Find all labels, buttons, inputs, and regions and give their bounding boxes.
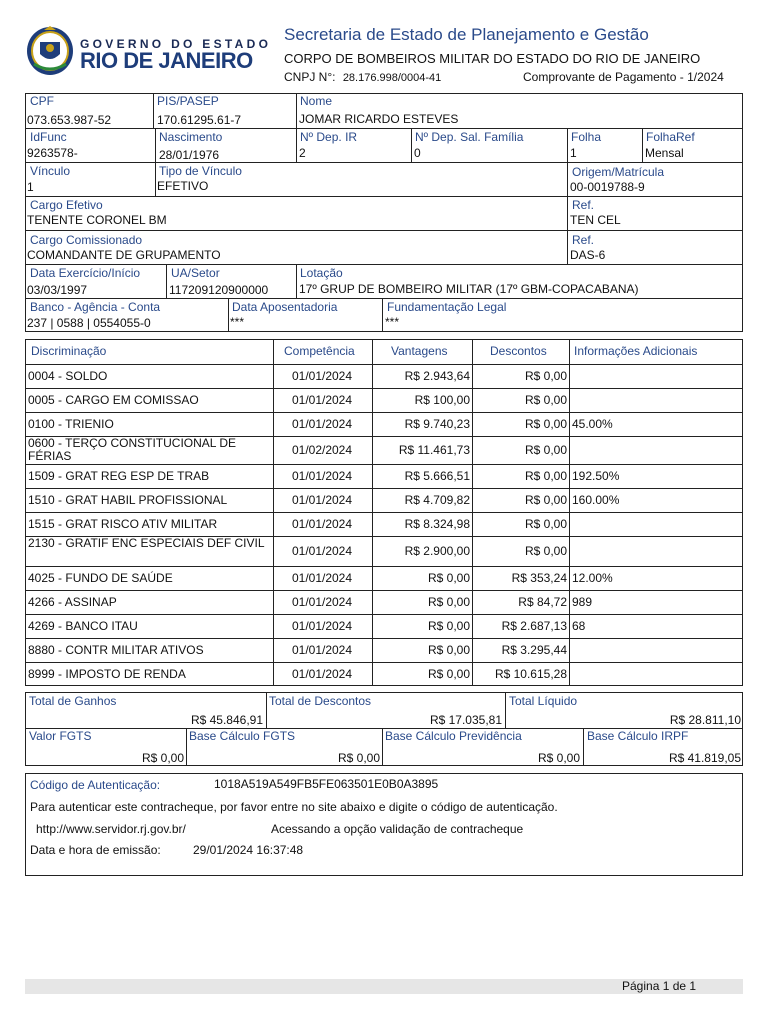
valor-fgts-value: R$ 0,00	[141, 751, 184, 765]
competencia-cell: 01/01/2024	[291, 643, 353, 657]
discriminacao-cell: 0600 - TERÇO CONSTITUCIONAL DE FÉRIAS	[28, 437, 237, 463]
competencia-cell: 01/01/2024	[291, 417, 353, 431]
tipo-vinculo-value: EFETIVO	[157, 179, 209, 193]
fundamentacao-value: ***	[385, 315, 400, 329]
idfunc-label: IdFunc	[30, 130, 67, 144]
cpf-value: 073.653.987-52	[27, 113, 112, 127]
vantagens-cell: R$ 8.324,98	[404, 517, 470, 531]
dep-ir-value: 2	[299, 146, 306, 160]
competencia-cell: 01/01/2024	[291, 667, 353, 681]
secretaria-title: Secretaria de Estado de Planejamento e Gestão	[284, 25, 649, 44]
info-adicional-cell: 12.00%	[572, 571, 613, 585]
descontos-cell: R$ 0,00	[524, 517, 567, 531]
lotacao-value: 17º GRUP DE BOMBEIRO MILITAR (17º GBM-COPACABANA)	[299, 282, 639, 296]
dep-sal-familia-value: 0	[414, 146, 421, 160]
discriminacao-cell: 0100 - TRIENIO	[28, 417, 114, 431]
cargo-efetivo-label: Cargo Efetivo	[30, 198, 103, 212]
banco-label: Banco - Agência - Conta	[30, 300, 161, 314]
descontos-cell: R$ 353,24	[511, 571, 567, 585]
auth-instructions: Para autenticar este contracheque, por favor entre no site abaixo e digite o código de autenticação.	[30, 800, 558, 814]
valor-fgts-label: Valor FGTS	[29, 729, 92, 743]
nome-value: JOMAR RICARDO ESTEVES	[299, 112, 459, 126]
vantagens-cell: R$ 0,00	[427, 619, 470, 633]
cargo-efetivo-value: TENENTE CORONEL BM	[27, 213, 167, 227]
vantagens-cell: R$ 0,00	[427, 571, 470, 585]
auth-code-value: 1018A519A549FB5FE063501E0B0A3895	[214, 777, 439, 791]
descontos-cell: R$ 0,00	[524, 393, 567, 407]
discriminacao-cell: 8880 - CONTR MILITAR ATIVOS	[28, 643, 204, 657]
base-irpf-label: Base Cálculo IRPF	[587, 729, 689, 743]
total-liquido-label: Total Líquido	[509, 694, 578, 708]
lotacao-label: Lotação	[300, 266, 343, 280]
data-aposentadoria-label: Data Aposentadoria	[232, 300, 338, 314]
banco-value: 237 | 0588 | 0554055-0	[27, 316, 151, 330]
auth-url[interactable]: http://www.servidor.rj.gov.br/	[36, 822, 186, 836]
header-competencia: Competência	[284, 344, 355, 358]
vinculo-value: 1	[27, 180, 34, 194]
descontos-cell: R$ 0,00	[524, 469, 567, 483]
header-descontos: Descontos	[490, 344, 547, 358]
discriminacao-cell: 0005 - CARGO EM COMISSAO	[28, 393, 199, 407]
total-descontos-label: Total de Descontos	[269, 694, 372, 708]
discriminacao-cell: 8999 - IMPOSTO DE RENDA	[28, 667, 186, 681]
pis-value: 170.61295.61-7	[157, 113, 242, 127]
fundamentacao-label: Fundamentação Legal	[387, 300, 507, 314]
cargo-comissionado-value: COMANDANTE DE GRUPAMENTO	[27, 248, 221, 262]
nascimento-label: Nascimento	[159, 130, 223, 144]
vantagens-cell: R$ 9.740,23	[404, 417, 470, 431]
row-divider	[25, 388, 743, 389]
cnpj-value: 28.176.998/0004-41	[342, 72, 442, 84]
info-adicional-cell: 68	[572, 619, 586, 633]
header-informacoes-adicionais: Informações Adicionais	[574, 344, 698, 358]
header-vantagens: Vantagens	[391, 344, 448, 358]
ref-value: TEN CEL	[570, 213, 621, 227]
info-adicional-cell: 192.50%	[572, 469, 620, 483]
tipo-vinculo-label: Tipo de Vínculo	[159, 164, 242, 178]
data-exercicio-label: Data Exercício/Início	[30, 266, 141, 280]
ua-setor-value: 117209120900000	[169, 283, 269, 297]
descontos-cell: R$ 0,00	[524, 417, 567, 431]
descontos-cell: R$ 0,00	[524, 369, 567, 383]
cargo-comissionado-label: Cargo Comissionado	[30, 233, 143, 247]
brand-bottom: RIO DE JANEIRO	[80, 48, 253, 73]
cpf-label: CPF	[30, 94, 54, 108]
competencia-cell: 01/01/2024	[291, 469, 353, 483]
discriminacao-cell: 1509 - GRAT REG ESP DE TRAB	[28, 469, 210, 483]
competencia-cell: 01/01/2024	[291, 571, 353, 585]
descontos-cell: R$ 0,00	[524, 493, 567, 507]
vantagens-cell: R$ 4.709,82	[404, 493, 470, 507]
discriminacao-cell: 0004 - SOLDO	[28, 369, 108, 383]
data-aposentadoria-value: ***	[230, 315, 245, 329]
discriminacao-cell: 4025 - FUNDO DE SAÚDE	[28, 571, 173, 585]
ref-comissao-label: Ref.	[572, 233, 595, 247]
vantagens-cell: R$ 2.900,00	[404, 544, 470, 558]
total-liquido-value: R$ 28.811,10	[669, 713, 741, 727]
vantagens-cell: R$ 0,00	[427, 643, 470, 657]
ua-setor-label: UA/Setor	[171, 266, 220, 280]
base-fgts-value: R$ 0,00	[337, 751, 380, 765]
info-adicional-cell: 45.00%	[572, 417, 613, 431]
competencia-cell: 01/02/2024	[291, 443, 353, 457]
total-descontos-value: R$ 17.035,81	[429, 713, 502, 727]
folharef-value: Mensal	[645, 146, 684, 160]
row-divider	[25, 590, 743, 591]
competencia-cell: 01/01/2024	[291, 544, 353, 558]
data-exercicio-value: 03/03/1997	[27, 283, 88, 297]
discriminacao-cell: 1510 - GRAT HABIL PROFISSIONAL	[28, 493, 228, 507]
dep-ir-label: Nº Dep. IR	[300, 130, 358, 144]
vantagens-cell: R$ 11.461,73	[398, 443, 470, 457]
emission-value: 29/01/2024 16:37:48	[193, 843, 304, 857]
competencia-cell: 01/01/2024	[291, 493, 353, 507]
row-divider	[25, 512, 743, 513]
vantagens-cell: R$ 5.666,51	[404, 469, 470, 483]
cnpj-label: CNPJ N°:	[284, 70, 336, 84]
descontos-cell: R$ 0,00	[524, 544, 567, 558]
total-ganhos-label: Total de Ganhos	[29, 694, 117, 708]
dep-sal-familia-label: Nº Dep. Sal. Família	[415, 130, 524, 144]
page-number: Página 1 de 1	[622, 979, 697, 993]
pis-label: PIS/PASEP	[157, 94, 219, 108]
origem-label: Origem/Matrícula	[572, 165, 665, 179]
idfunc-value: 9263578-	[27, 146, 78, 160]
descontos-cell: R$ 0,00	[524, 443, 567, 457]
competencia-cell: 01/01/2024	[291, 517, 353, 531]
competencia-cell: 01/01/2024	[291, 595, 353, 609]
descontos-cell: R$ 2.687,13	[501, 619, 567, 633]
vantagens-cell: R$ 100,00	[414, 393, 470, 407]
header-discriminacao: Discriminação	[31, 344, 107, 358]
base-previdencia-value: R$ 0,00	[537, 751, 580, 765]
info-adicional-cell: 989	[572, 595, 593, 609]
row-divider	[25, 638, 743, 639]
competencia-cell: 01/01/2024	[291, 619, 353, 633]
ref-label: Ref.	[572, 198, 595, 212]
base-fgts-label: Base Cálculo FGTS	[189, 729, 296, 743]
base-previdencia-label: Base Cálculo Previdência	[385, 729, 522, 743]
row-divider	[25, 662, 743, 663]
vantagens-cell: R$ 0,00	[427, 595, 470, 609]
auth-option: Acessando a opção validação de contracheque	[271, 822, 524, 836]
row-divider	[25, 566, 743, 567]
vantagens-cell: R$ 0,00	[427, 667, 470, 681]
ref-comissao-value: DAS-6	[570, 248, 606, 262]
folharef-label: FolhaRef	[646, 130, 695, 144]
nome-label: Nome	[300, 94, 333, 108]
folha-label: Folha	[571, 130, 602, 144]
orgao-title: CORPO DE BOMBEIROS MILITAR DO ESTADO DO RIO DE JANEIRO	[284, 51, 701, 66]
state-logo	[24, 24, 274, 76]
total-ganhos-value: R$ 45.846,91	[190, 713, 263, 727]
coat-of-arms-icon	[24, 24, 76, 76]
discriminacao-cell: 4266 - ASSINAP	[28, 595, 117, 609]
competencia-cell: 01/01/2024	[291, 369, 353, 383]
competencia-cell: 01/01/2024	[291, 393, 353, 407]
discriminacao-cell: 1515 - GRAT RISCO ATIV MILITAR	[28, 517, 218, 531]
folha-value: 1	[570, 146, 577, 160]
brand-top: GOVERNO DO ESTADO	[80, 37, 272, 51]
row-divider	[25, 488, 743, 489]
info-adicional-cell: 160.00%	[572, 493, 620, 507]
vinculo-label: Vínculo	[30, 164, 71, 178]
discriminacao-cell: 2130 - GRATIF ENC ESPECIAIS DEF CIVIL	[28, 537, 265, 550]
auth-code-label: Código de Autenticação:	[30, 778, 161, 792]
nascimento-value: 28/01/1976	[159, 148, 220, 162]
descontos-cell: R$ 10.615,28	[494, 667, 567, 681]
row-divider	[25, 464, 743, 465]
cnpj-line	[284, 70, 441, 84]
descontos-cell: R$ 84,72	[518, 595, 567, 609]
emission-label: Data e hora de emissão:	[30, 843, 161, 857]
origem-value: 00-0019788-9	[570, 180, 645, 194]
base-irpf-value: R$ 41.819,05	[668, 751, 741, 765]
row-divider	[25, 614, 743, 615]
descontos-cell: R$ 3.295,44	[501, 643, 567, 657]
row-divider	[25, 364, 743, 365]
row-divider	[25, 412, 743, 413]
discriminacao-cell: 4269 - BANCO ITAU	[28, 619, 138, 633]
vantagens-cell: R$ 2.943,64	[404, 369, 470, 383]
comprovante-label: Comprovante de Pagamento - 1/2024	[523, 70, 724, 84]
